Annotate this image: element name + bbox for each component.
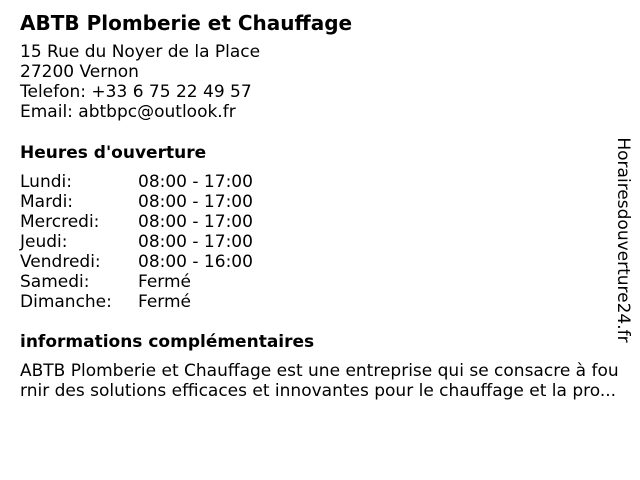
day-hours: 08:00 - 17:00: [138, 192, 253, 212]
hours-row-friday: [20, 252, 630, 272]
day-label: Samedi:: [20, 272, 90, 292]
day-label: Mardi:: [20, 192, 74, 212]
day-label: Vendredi:: [20, 252, 101, 272]
address-line-2: 27200 Vernon: [20, 62, 139, 82]
hours-row-thursday: [20, 232, 630, 252]
day-label: Dimanche:: [20, 292, 112, 312]
day-hours: 08:00 - 17:00: [138, 232, 253, 252]
day-hours: 08:00 - 17:00: [138, 172, 253, 192]
day-hours: Fermé: [138, 292, 192, 312]
site-watermark: Horairesdouverture24.fr: [613, 137, 633, 343]
day-label: Lundi:: [20, 172, 72, 192]
day-hours: Fermé: [138, 272, 192, 292]
hours-row-sunday: [20, 292, 630, 312]
day-hours: 08:00 - 17:00: [138, 212, 253, 232]
hours-row-tuesday: [20, 192, 630, 212]
opening-hours-table: [20, 172, 630, 312]
hours-row-saturday: [20, 272, 630, 292]
phone-line: Telefon: +33 6 75 22 49 57: [20, 82, 252, 102]
day-label: Jeudi:: [20, 232, 68, 252]
address-line-1: 15 Rue du Noyer de la Place: [20, 42, 261, 62]
opening-hours-heading: Heures d'ouverture: [20, 143, 207, 163]
additional-info-heading: informations complémentaires: [20, 332, 315, 352]
description-line-1: ABTB Plomberie et Chauffage est une entreprise qui se consacre à fou: [20, 361, 619, 381]
business-card: [20, 10, 630, 401]
description-line-2: rnir des solutions efficaces et innovantes pour le chauffage et la pro...: [20, 381, 617, 401]
business-name: ABTB Plomberie et Chauffage: [20, 11, 353, 35]
email-line: Email: abtbpc@outlook.fr: [20, 102, 236, 122]
day-hours: 08:00 - 16:00: [138, 252, 253, 272]
hours-row-wednesday: [20, 212, 630, 232]
day-label: Mercredi:: [20, 212, 100, 232]
hours-row-monday: [20, 172, 630, 192]
